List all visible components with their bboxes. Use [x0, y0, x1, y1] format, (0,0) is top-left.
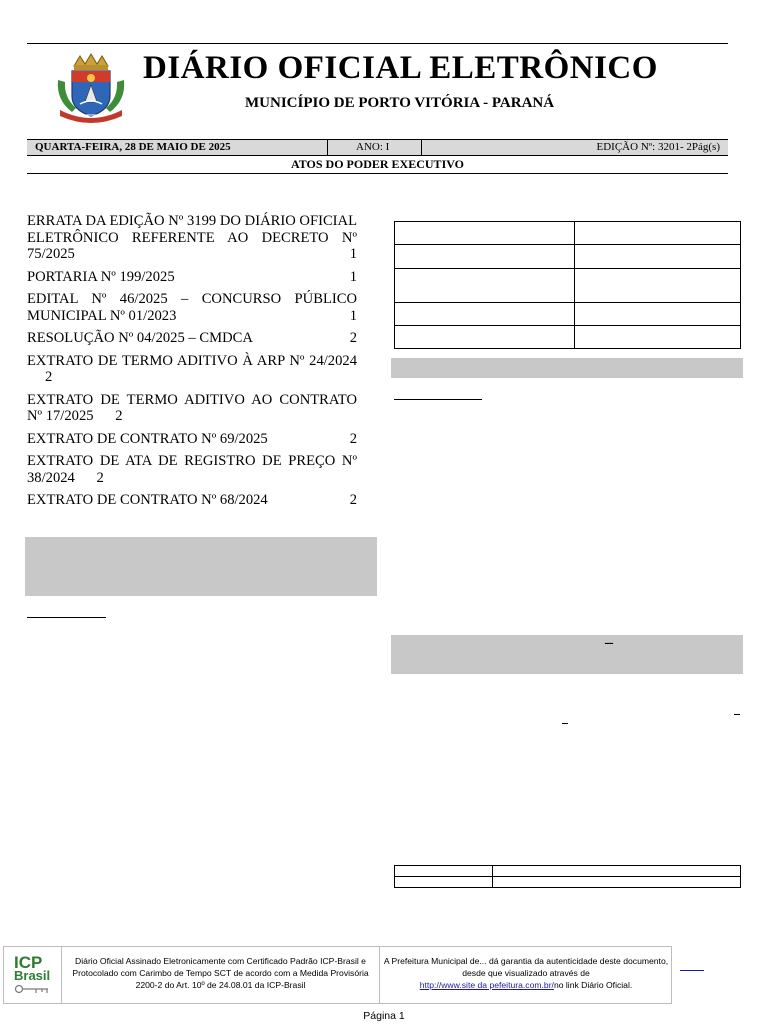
table-row	[395, 222, 741, 245]
toc-item[interactable]	[27, 330, 357, 347]
toc-item-page: 1	[349, 246, 357, 262]
right-underline	[394, 399, 482, 400]
toc-item-page: 2	[349, 330, 357, 346]
icp-brasil-logo	[4, 947, 62, 1003]
toc-item-title: EDITAL Nº 46/2025 – CONCURSO PÚBLICO MUNICIPAL Nº 01/2023	[27, 291, 357, 324]
footer-external-link-mark[interactable]	[680, 970, 704, 971]
toc-item[interactable]	[27, 353, 357, 386]
left-heading-box	[25, 537, 377, 596]
table-row	[395, 877, 741, 888]
table-row	[395, 326, 741, 349]
toc-item-title: EXTRATO DE CONTRATO Nº 68/2024	[27, 492, 268, 508]
edition-number: EDIÇÃO Nº: 3201- 2Pág(s)	[596, 141, 720, 153]
toc-item[interactable]	[27, 213, 357, 263]
toc-item[interactable]	[27, 291, 357, 324]
toc-item[interactable]	[27, 269, 357, 286]
icp-logo-text: ICP	[14, 953, 43, 972]
toc-item-page: 2	[349, 492, 357, 508]
toc-item-page: 1	[349, 307, 357, 324]
authenticity-prefix: A Prefeitura Municipal de... dá garantia da autenticidade deste documento, desde que visualizado através de	[383, 956, 669, 978]
toc-item[interactable]	[27, 392, 357, 425]
municipality-subtitle: MUNICÍPIO DE PORTO VITÓRIA - PARANÁ	[245, 95, 555, 111]
toc-item-title: ERRATA DA EDIÇÃO Nº 3199 DO DIÁRIO OFICIAL ELETRÔNICO REFERENTE AO DECRETO Nº 75/2025	[27, 213, 357, 262]
edition-year: ANO: I	[327, 140, 422, 155]
edition-info-bar	[27, 139, 728, 156]
minor-dash	[562, 723, 568, 724]
left-underline	[27, 617, 106, 618]
certification-text: Diário Oficial Assinado Eletronicamente com Certificado Padrão ICP-Brasil e Protocolado com Carimbo de Tempo SCT de acordo com a Medida Provisória 2200-2 do Art. 10º de 24.08.01 da ICP-Brasil	[62, 947, 380, 1003]
right-bottom-table	[394, 865, 741, 888]
toc-item[interactable]	[27, 431, 357, 448]
toc-item-page: 2	[349, 430, 357, 447]
table-row	[395, 269, 741, 303]
section-title: ATOS DO PODER EXECUTIVO	[290, 157, 464, 171]
key-icon	[14, 984, 50, 994]
toc-item-title: EXTRATO DE TERMO ADITIVO AO CONTRATO Nº 17/2025	[27, 391, 357, 424]
right-top-table	[394, 221, 741, 349]
toc-item[interactable]	[27, 453, 357, 486]
minor-dash	[734, 714, 740, 715]
right-heading-box-2	[391, 635, 743, 674]
heading-dash-mark: –	[605, 634, 613, 651]
toc-item-title: PORTARIA Nº 199/2025	[27, 268, 175, 285]
toc-item-title: EXTRATO DE TERMO ADITIVO À ARP Nº 24/2024	[27, 352, 357, 369]
toc-item-title: RESOLUÇÃO Nº 04/2025 – CMDCA	[27, 330, 253, 346]
toc-item-page: 2	[96, 469, 104, 486]
municipal-crest-icon	[52, 52, 130, 124]
authenticity-suffix: no link Diário Oficial.	[553, 980, 633, 990]
toc-item-title: EXTRATO DE CONTRATO Nº 69/2025	[27, 430, 268, 447]
authenticity-link[interactable]: http://www.site da pefeitura.com.br/	[419, 980, 554, 990]
right-heading-box-1	[391, 358, 743, 378]
signature-footer	[3, 946, 672, 1004]
table-row	[395, 245, 741, 269]
table-row	[395, 303, 741, 326]
gazette-title: DIÁRIO OFICIAL ELETRÔNICO	[143, 50, 658, 86]
icp-logo-subtext: Brasil	[14, 968, 51, 983]
section-bottom-rule	[27, 173, 728, 174]
toc-item-page: 1	[349, 268, 357, 285]
table-of-contents	[27, 213, 357, 515]
toc-item-page: 2	[115, 408, 123, 424]
edition-date: QUARTA-FEIRA, 28 DE MAIO DE 2025	[35, 141, 231, 153]
toc-item[interactable]	[27, 492, 357, 509]
page-number: Página 1	[363, 1010, 405, 1022]
toc-item-page: 2	[45, 369, 53, 385]
toc-item-title: EXTRATO DE ATA DE REGISTRO DE PREÇO Nº 38/2024	[27, 453, 357, 486]
header-top-rule	[27, 43, 728, 44]
authenticity-text	[381, 947, 671, 1003]
table-row	[395, 866, 741, 877]
